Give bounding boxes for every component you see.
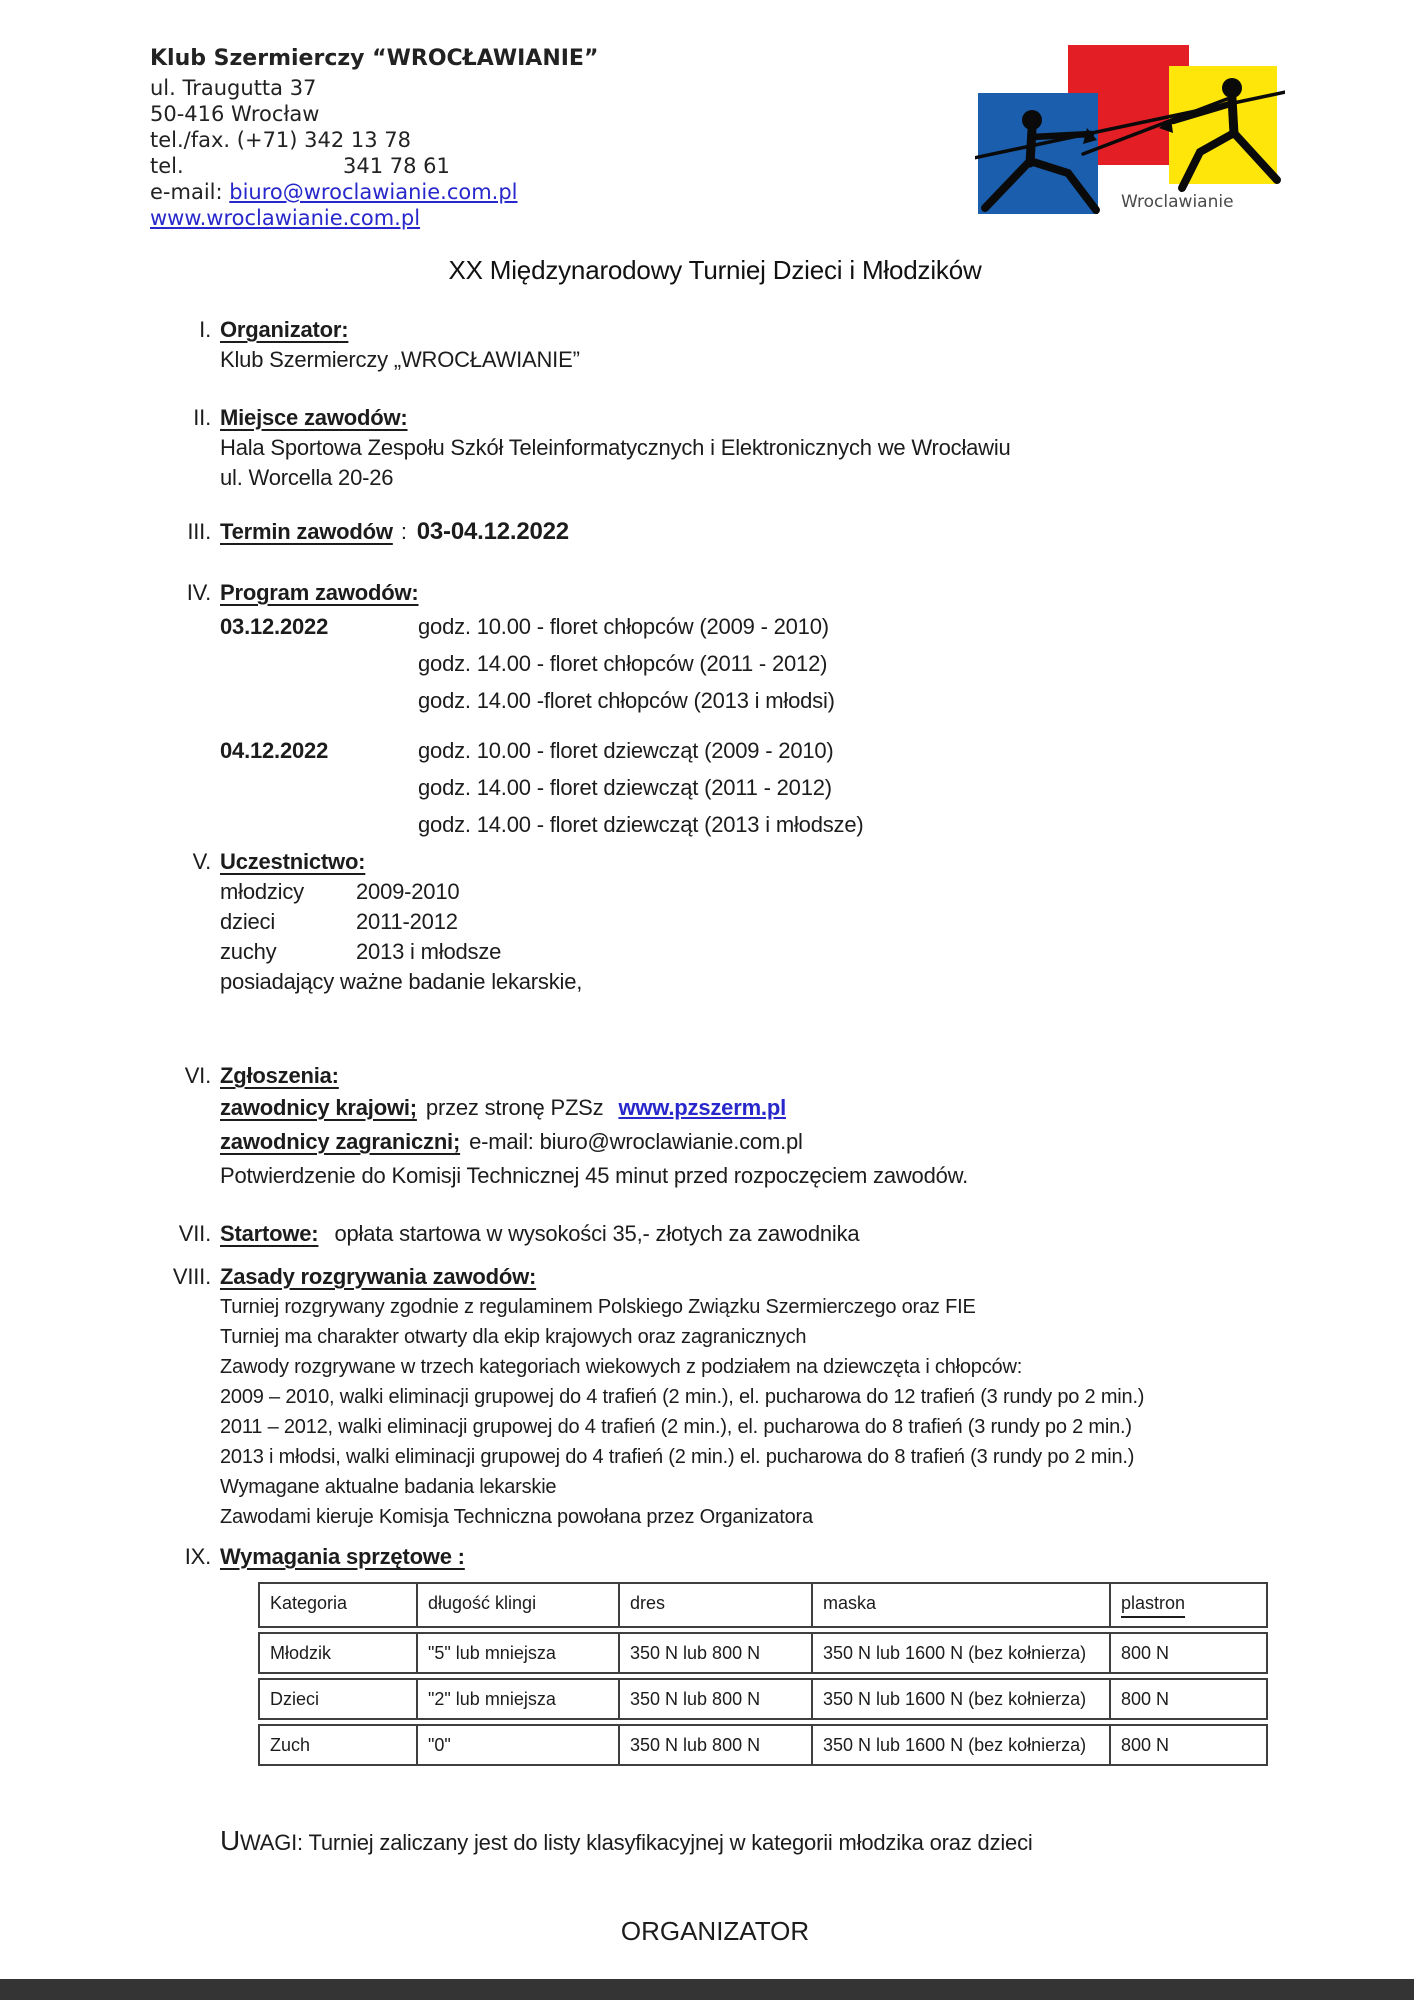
page-bottom-bar	[0, 1979, 1414, 2000]
header-dres: dres	[620, 1582, 813, 1628]
section-number: IX.	[184, 1544, 211, 1569]
age-category-row: młodzicy 2009-2010	[220, 879, 460, 904]
section-heading: Zgłoszenia:	[220, 1063, 339, 1088]
foreign-text: e-mail: biuro@wroclawianie.com.pl	[469, 1129, 803, 1154]
pzszerm-link[interactable]: www.pzszerm.pl	[618, 1095, 786, 1120]
venue-name: Hala Sportowa Zespołu Szkół Teleinformatycznych i Elektronicznych we Wrocławiu	[220, 435, 1011, 460]
entry-fee-text: opłata startowa w wysokości 35,- złotych za zawodnika	[334, 1221, 860, 1246]
domestic-entries-line	[220, 1091, 1280, 1125]
tel-line	[150, 153, 598, 179]
section-number: I.	[199, 317, 211, 342]
section-heading: Termin zawodów	[220, 519, 393, 544]
left-fencer-figure	[985, 110, 1096, 210]
section-heading: Uczestnictwo:	[220, 849, 366, 874]
separator: :	[400, 519, 407, 544]
rule-line: Zawodami kieruje Komisja Techniczna powołana przez Organizatora	[220, 1506, 813, 1528]
program-item: godz. 14.00 - floret dziewcząt (2011 - 2012)	[418, 775, 832, 800]
header-kategoria: Kategoria	[258, 1582, 418, 1628]
section-heading: Zasady rozgrywania zawodów:	[220, 1264, 537, 1289]
document-content	[150, 253, 1280, 1946]
foreign-entries-line	[220, 1125, 1280, 1159]
foreign-label: zawodnicy zagraniczni;	[220, 1129, 461, 1154]
program-item: godz. 10.00 - floret dziewcząt (2009 - 2010)	[418, 738, 834, 763]
section-number: V.	[192, 849, 211, 874]
section-number: VI.	[184, 1063, 211, 1088]
remarks-note: UWAGI: Turniej zaliczany jest do listy klasyfikacyjnej w kategorii młodzika oraz dzieci	[220, 1825, 1033, 1856]
logo-caption: Wroclawianie	[1121, 192, 1234, 212]
program-item: godz. 14.00 - floret chłopców (2011 - 2012)	[418, 651, 828, 676]
header-plastron: plastron	[1111, 1582, 1268, 1628]
organizer-name: Klub Szermierczy „WROCŁAWIANIE”	[220, 347, 580, 372]
tel-label: tel.	[150, 154, 184, 178]
equipment-table	[258, 1578, 1268, 1770]
section-zasady	[150, 1262, 1280, 1532]
tel-number: 341 78 61	[343, 154, 450, 178]
age-category-row: zuchy 2013 i młodsze	[220, 939, 502, 964]
rule-line: Turniej ma charakter otwarty dla ekip krajowych oraz zagranicznych	[220, 1326, 807, 1348]
section-uczestnictwo	[150, 847, 1280, 997]
section-number: VII.	[178, 1221, 211, 1246]
header-dlugosc-klingi: długość klingi	[418, 1582, 620, 1628]
crossed-foils-icon	[975, 90, 1285, 159]
section-number: II.	[193, 405, 211, 430]
program-date: 03.12.2022	[220, 614, 329, 639]
confirmation-line: Potwierdzenie do Komisji Technicznej 45 minut przed rozpoczęciem zawodów.	[220, 1163, 969, 1188]
email-link[interactable]: biuro@wroclawianie.com.pl	[229, 180, 518, 204]
telfax-line: tel./fax. (+71) 342 13 78	[150, 128, 412, 152]
rule-line: Turniej rozgrywany zgodnie z regulaminem Polskiego Związku Szermierczego oraz FIE	[220, 1296, 976, 1318]
domestic-label: zawodnicy krajowi;	[220, 1095, 417, 1120]
section-program	[150, 578, 1280, 843]
section-number: III.	[187, 519, 211, 544]
program-item: godz. 14.00 - floret dziewcząt (2013 i młodsze)	[418, 812, 864, 837]
section-wymagania	[150, 1542, 1280, 1770]
website-line	[150, 205, 598, 231]
address-city: 50-416 Wrocław	[150, 102, 320, 126]
email-label: e-mail:	[150, 180, 223, 204]
section-heading: Startowe:	[220, 1221, 319, 1246]
email-line	[150, 179, 598, 205]
section-heading: Organizator:	[220, 317, 349, 342]
rule-line: 2009 – 2010, walki eliminacji grupowej do 4 trafień (2 min.), el. pucharowa do 12 trafień (3 rundy po 2 min.)	[220, 1386, 1145, 1408]
club-contact-block	[150, 46, 598, 231]
program-item: godz. 10.00 - floret chłopców (2009 - 2010)	[418, 614, 829, 639]
program-date: 04.12.2022	[220, 738, 329, 763]
rule-line: 2013 i młodsi, walki eliminacji grupowej do 4 trafień (2 min.) el. pucharowa do 8 trafień (3 rundy po 2 min.)	[220, 1446, 1135, 1468]
section-number: IV.	[186, 580, 211, 605]
rule-line: Wymagane aktualne badania lekarskie	[220, 1476, 557, 1498]
table-row-zuch: Zuch "0" 350 N lub 800 N 350 N lub 1600 N (bez kołnierza) 800 N	[258, 1724, 1268, 1766]
program-day	[220, 732, 1280, 843]
page-title: XX Międzynarodowy Turniej Dzieci i Młodzików	[448, 255, 982, 285]
right-fencer-figure	[1173, 78, 1277, 188]
section-heading: Program zawodów:	[220, 580, 419, 605]
section-startowe	[150, 1219, 1280, 1249]
program-item: godz. 14.00 -floret chłopców (2013 i młodsi)	[418, 688, 835, 713]
section-zgloszenia	[150, 1061, 1280, 1193]
club-name: Klub Szermierczy “WROCŁAWIANIE”	[150, 46, 599, 71]
medical-note: posiadający ważne badanie lekarskie,	[220, 969, 583, 994]
website-link[interactable]: www.wroclawianie.com.pl	[150, 206, 421, 230]
header-maska: maska	[813, 1582, 1111, 1628]
age-category-row: dzieci 2011-2012	[220, 909, 458, 934]
venue-address: ul. Worcella 20-26	[220, 465, 394, 490]
address-street: ul. Traugutta 37	[150, 76, 317, 100]
fencers-icon	[975, 42, 1285, 217]
rule-line: 2011 – 2012, walki eliminacji grupowej do 4 trafień (2 min.), el. pucharowa do 8 trafień (3 rundy po 2 min.)	[220, 1416, 1132, 1438]
section-heading: Wymagania sprzętowe :	[220, 1544, 465, 1569]
rule-line: Zawody rozgrywane w trzech kategoriach wiekowych z podziałem na dziewczęta i chłopców:	[220, 1356, 1023, 1378]
tournament-dates: 03-04.12.2022	[416, 518, 569, 545]
section-termin	[150, 517, 1280, 547]
table-row-mlodzik: Młodzik "5" lub mniejsza 350 N lub 800 N 350 N lub 1600 N (bez kołnierza) 800 N	[258, 1632, 1268, 1674]
table-header-row	[258, 1582, 1268, 1628]
program-day	[220, 608, 1280, 719]
table-row-dzieci: Dzieci "2" lub mniejsza 350 N lub 800 N 350 N lub 1600 N (bez kołnierza) 800 N	[258, 1678, 1268, 1720]
section-number: VIII.	[172, 1264, 211, 1289]
section-organizator	[150, 315, 1280, 375]
organizer-signature: ORGANIZATOR	[620, 1916, 810, 1946]
section-miejsce	[150, 403, 1280, 493]
section-heading: Miejsce zawodów:	[220, 405, 408, 430]
domestic-text: przez stronę PZSz	[425, 1095, 604, 1120]
club-logo	[975, 42, 1285, 220]
